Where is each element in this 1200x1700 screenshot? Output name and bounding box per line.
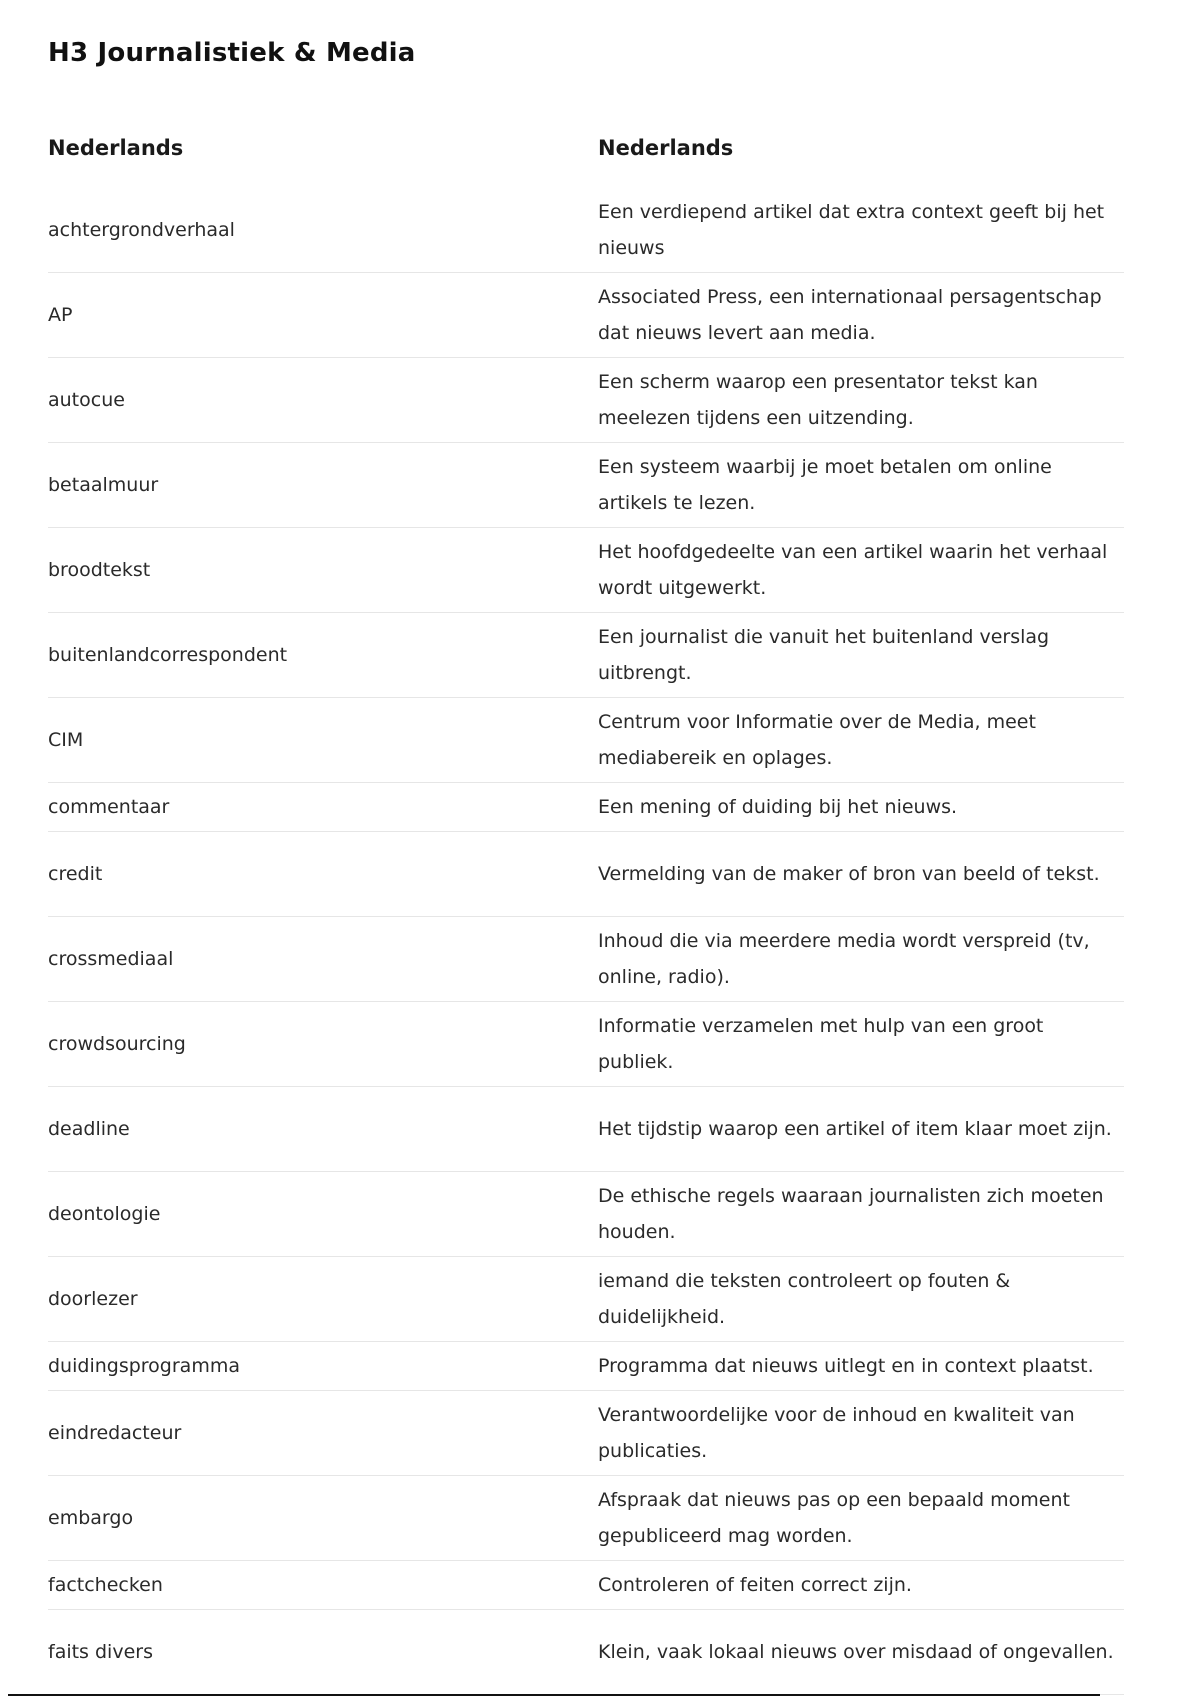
table-row [48,443,1124,528]
definition-cell: Associated Press, een internationaal persagentschap dat nieuws levert aan media. [598,285,1102,344]
table-row [48,1002,1124,1087]
term-cell: faits divers [48,1641,153,1663]
definition-cell: Verantwoordelijke voor de inhoud en kwaliteit van publicaties. [598,1403,1075,1462]
term-cell: factchecken [48,1574,163,1596]
table-row [48,1087,1124,1172]
table-row [48,188,1124,273]
definition-cell: Vermelding van de maker of bron van beeld of tekst. [598,862,1100,885]
table-row [48,698,1124,783]
term-cell: achtergrondverhaal [48,219,235,241]
table-row [48,1476,1124,1561]
glossary-table [48,128,1124,1695]
term-cell: deadline [48,1118,130,1140]
definition-cell: Programma dat nieuws uitlegt en in context plaatst. [598,1354,1094,1377]
definition-cell: Informatie verzamelen met hulp van een groot publiek. [598,1014,1044,1073]
table-row [48,358,1124,443]
table-header [48,128,1124,168]
table-body [48,188,1124,1695]
definition-cell: Controleren of feiten correct zijn. [598,1573,912,1596]
definition-cell: iemand die teksten controleert op fouten & duidelijkheid. [598,1269,1011,1328]
table-row [48,528,1124,613]
term-cell: crowdsourcing [48,1033,186,1055]
term-cell: commentaar [48,796,170,818]
definition-cell: Klein, vaak lokaal nieuws over misdaad of ongevallen. [598,1640,1114,1663]
definition-cell: Een mening of duiding bij het nieuws. [598,795,958,818]
definition-cell: Het hoofdgedeelte van een artikel waarin het verhaal wordt uitgewerkt. [598,540,1108,599]
definition-cell: Het tijdstip waarop een artikel of item klaar moet zijn. [598,1117,1112,1140]
definition-cell: Centrum voor Informatie over de Media, meet mediabereik en oplages. [598,710,1036,769]
definition-cell: Afspraak dat nieuws pas op een bepaald moment gepubliceerd mag worden. [598,1488,1070,1547]
term-cell: duidingsprogramma [48,1355,240,1377]
table-row [48,273,1124,358]
table-row [48,832,1124,917]
term-cell: deontologie [48,1203,161,1225]
table-row [48,1342,1124,1391]
table-row [48,1257,1124,1342]
column-header-term: Nederlands [48,136,184,160]
term-cell: CIM [48,729,84,751]
table-row [48,1610,1124,1695]
definition-cell: Een systeem waarbij je moet betalen om online artikels te lezen. [598,455,1052,514]
term-cell: autocue [48,389,125,411]
term-cell: crossmediaal [48,948,174,970]
term-cell: embargo [48,1507,134,1529]
term-cell: doorlezer [48,1288,138,1310]
table-row [48,1561,1124,1610]
definition-cell: Een journalist die vanuit het buitenland verslag uitbrengt. [598,625,1050,684]
bottom-divider [8,1694,1100,1696]
definition-cell: Inhoud die via meerdere media wordt verspreid (tv, online, radio). [598,929,1090,988]
table-row [48,917,1124,1002]
column-header-definition: Nederlands [598,136,734,160]
term-cell: credit [48,863,103,885]
term-cell: buitenlandcorrespondent [48,644,288,666]
term-cell: eindredacteur [48,1422,182,1444]
definition-cell: De ethische regels waaraan journalisten zich moeten houden. [598,1184,1104,1243]
term-cell: broodtekst [48,559,151,581]
definition-cell: Een verdiepend artikel dat extra context geeft bij het nieuws [598,200,1105,259]
term-cell: betaalmuur [48,474,159,496]
table-row [48,613,1124,698]
table-row [48,783,1124,832]
term-cell: AP [48,304,73,326]
table-row [48,1391,1124,1476]
table-row [48,1172,1124,1257]
page-title: H3 Journalistiek & Media [48,38,416,68]
definition-cell: Een scherm waarop een presentator tekst kan meelezen tijdens een uitzending. [598,370,1038,429]
